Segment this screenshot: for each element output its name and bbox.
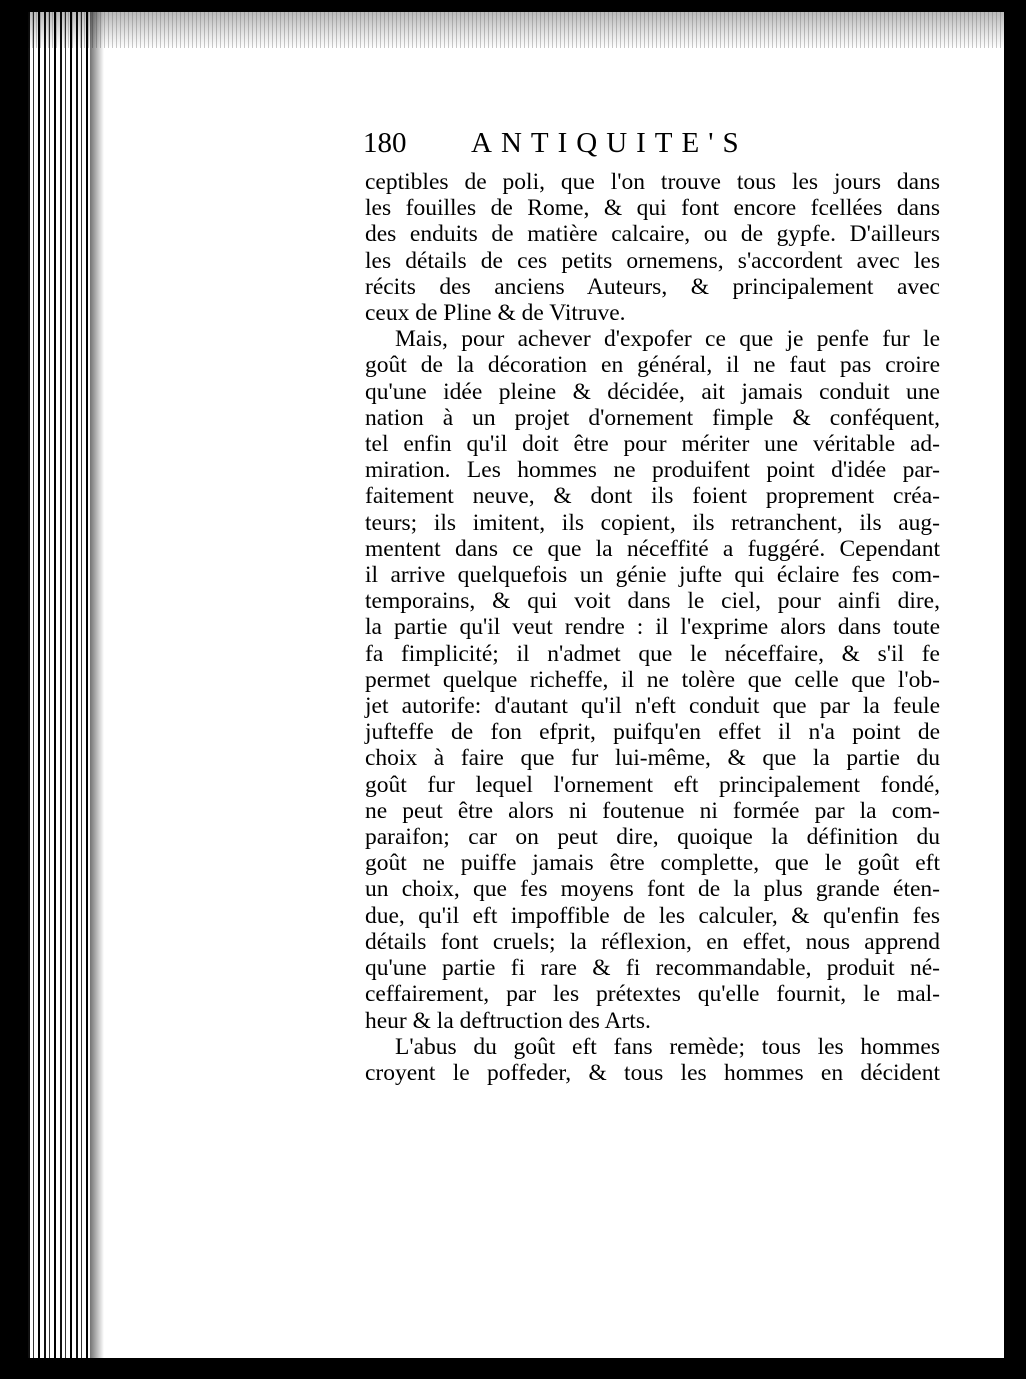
scan-noise: [28, 12, 1004, 48]
text-line: un choix, que fes moyens font de la plus grande éten-: [365, 876, 940, 903]
book-page: [28, 12, 1004, 1358]
text-line: récits des anciens Auteurs, & principalement avec: [365, 273, 940, 300]
text-line: tel enfin qu'il doit être pour mériter une véritable ad-: [365, 431, 940, 458]
text-line: ceffairement, par les prétextes qu'elle fournit, le mal-: [365, 981, 940, 1008]
page-number: 180: [363, 127, 407, 159]
text-line: ne peut être alors ni foutenue ni formée par la com-: [365, 797, 940, 824]
text-line: miration. Les hommes ne produifent point d'idée par-: [365, 457, 940, 484]
text-line: Mais, pour achever d'expofer ce que je penfe fur le: [395, 326, 940, 353]
text-line: détails font cruels; la réflexion, en effet, nous apprend: [365, 928, 940, 955]
text-line: ceptibles de poli, que l'on trouve tous les jours dans: [365, 169, 940, 195]
text-line: due, qu'il eft impoffible de les calculer, & qu'enfin fes: [365, 902, 940, 929]
text-line: jet autorife: d'autant qu'il n'eft conduit que par la feule: [365, 693, 940, 720]
text-line: jufteffe de fon efprit, puifqu'en effet il n'a point de: [365, 719, 940, 746]
text-line: L'abus du goût eft fans remède; tous les hommes: [395, 1033, 940, 1060]
text-line: teurs; ils imitent, ils copient, ils retranchent, ils aug-: [365, 509, 940, 536]
running-title: ANTIQUITE'S: [471, 127, 748, 159]
text-line: il arrive quelquefois un génie jufte qui éclaire fes com-: [365, 562, 940, 589]
text-line: les fouilles de Rome, & qui font encore fcellées dans: [365, 195, 940, 222]
text-line: la partie qu'il veut rendre : il l'exprime alors dans toute: [365, 614, 940, 641]
text-line: qu'une idée pleine & décidée, ait jamais conduit une: [365, 378, 940, 405]
text-line: nation à un projet d'ornement fimple & conféquent,: [365, 404, 940, 431]
page-header: [363, 127, 923, 167]
text-line: qu'une partie fi rare & fi recommandable, produit né-: [365, 955, 940, 982]
text-line: temporains, & qui voit dans le ciel, pour ainfi dire,: [365, 588, 940, 615]
page-binding-edge: [28, 12, 90, 1358]
text-line: permet quelque richeffe, il ne tolère que celle que l'ob-: [365, 666, 940, 693]
text-line: choix à faire que fur lui-même, & que la partie du: [365, 745, 940, 772]
text-line: faitement neuve, & dont ils foient proprement créa-: [365, 483, 940, 510]
text-line: goût ne puiffe jamais être complette, que le goût eft: [365, 850, 940, 877]
text-line: des enduits de matière calcaire, ou de gypfe. D'ailleurs: [365, 221, 940, 248]
text-line: heur & la deftruction des Arts.: [365, 1007, 651, 1034]
text-line: les détails de ces petits ornemens, s'accordent avec les: [365, 247, 940, 274]
text-line: goût de la décoration en général, il ne faut pas croire: [365, 352, 940, 379]
text-line: mentent dans ce que la néceffité a fuggéré. Cependant: [365, 535, 940, 562]
text-line: croyent le poffeder, & tous les hommes en décident: [365, 1059, 940, 1086]
text-line: paraifon; car on peut dire, quoique la définition du: [365, 824, 940, 851]
text-line: ceux de Pline & de Vitruve.: [365, 300, 626, 327]
text-line: fa fimplicité; il n'admet que le néceffaire, & s'il fe: [365, 640, 940, 667]
body-text: [365, 169, 940, 1086]
text-line: goût fur lequel l'ornement eft principalement fondé,: [365, 771, 940, 798]
